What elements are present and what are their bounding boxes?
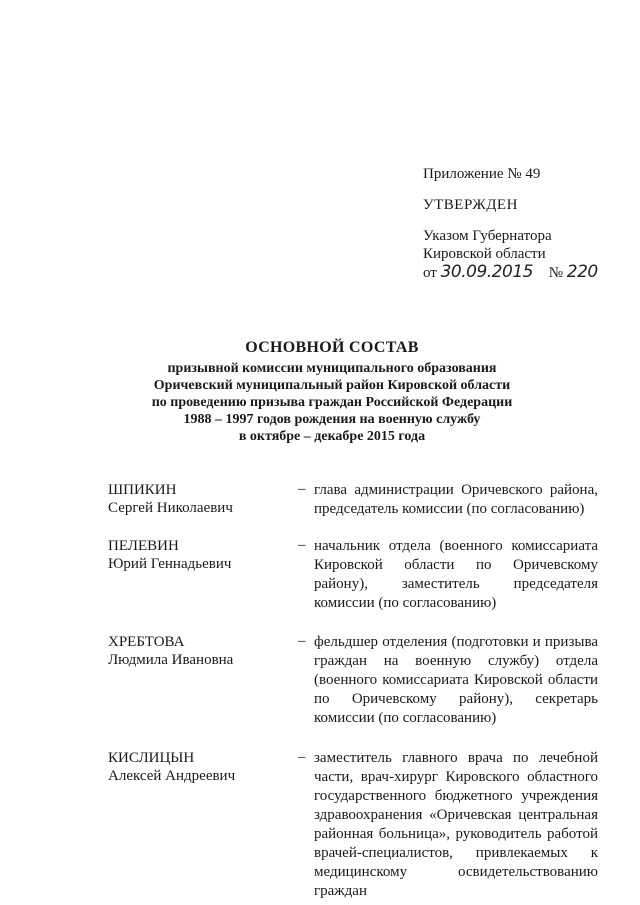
number-sign: № bbox=[548, 265, 564, 281]
member-dash: – bbox=[298, 749, 306, 765]
member-entry bbox=[108, 749, 598, 901]
member-surname: ШПИКИН bbox=[108, 482, 177, 498]
handwritten-number: 220 bbox=[566, 262, 598, 282]
member-role: фельдшер отделения (подготовки и призыва граждан на военную службу) отдела (военного комиссариата Кировской области по Оричевскому району), секретарь комиссии (по согласованию) bbox=[314, 634, 598, 726]
member-entry bbox=[108, 537, 598, 633]
title-line: в октябре – декабре 2015 года bbox=[238, 429, 426, 444]
member-dash: – bbox=[298, 481, 306, 497]
member-dash: – bbox=[298, 633, 306, 649]
title-line: призывной комиссии муниципального образования bbox=[167, 361, 497, 376]
member-given-name: Людмила Ивановна bbox=[108, 652, 234, 668]
title-line: 1988 – 1997 годов рождения на военную службу bbox=[183, 412, 481, 427]
member-dash: – bbox=[298, 537, 306, 553]
commission-members bbox=[108, 481, 598, 901]
member-surname: ХРЕБТОВА bbox=[108, 634, 185, 650]
document-title bbox=[112, 339, 552, 445]
decree-date-line bbox=[423, 263, 598, 282]
member-surname: ПЕЛЕВИН bbox=[108, 538, 179, 554]
member-role: начальник отдела (военного комиссариата Кировской области по Оричевскому району), заместитель председателя комиссии (по согласованию) bbox=[314, 538, 598, 611]
date-prefix: от bbox=[423, 265, 437, 281]
member-entry bbox=[108, 633, 598, 749]
approval-block bbox=[423, 165, 598, 282]
decree-line-2: Кировской области bbox=[423, 246, 546, 262]
member-surname: КИСЛИЦЫН bbox=[108, 750, 195, 766]
member-given-name: Юрий Геннадьевич bbox=[108, 556, 232, 572]
decree-line-1: Указом Губернатора bbox=[423, 228, 552, 244]
annex-number: Приложение № 49 bbox=[423, 166, 541, 182]
title-main: ОСНОВНОЙ СОСТАВ bbox=[245, 339, 419, 356]
title-line: Оричевский муниципальный район Кировской области bbox=[153, 378, 511, 393]
member-given-name: Алексей Андреевич bbox=[108, 768, 236, 784]
title-line: по проведению призыва граждан Российской Федерации bbox=[151, 395, 513, 410]
member-role: заместитель главного врача по лечебной части, врач-хирург Кировского областного государственного бюджетного учреждения здравоохранения «Оричевская центральная районная больница», руководитель работой врачей-специалистов, привлекаемых к медицинскому освидетельствованию граждан bbox=[314, 750, 598, 899]
handwritten-date: 30.09.2015 bbox=[440, 262, 533, 282]
member-entry bbox=[108, 481, 598, 537]
approved-stamp-text: УТВЕРЖДЕН bbox=[423, 197, 518, 213]
member-role: глава администрации Оричевского района, председатель комиссии (по согласованию) bbox=[314, 482, 598, 517]
member-given-name: Сергей Николаевич bbox=[108, 500, 233, 516]
